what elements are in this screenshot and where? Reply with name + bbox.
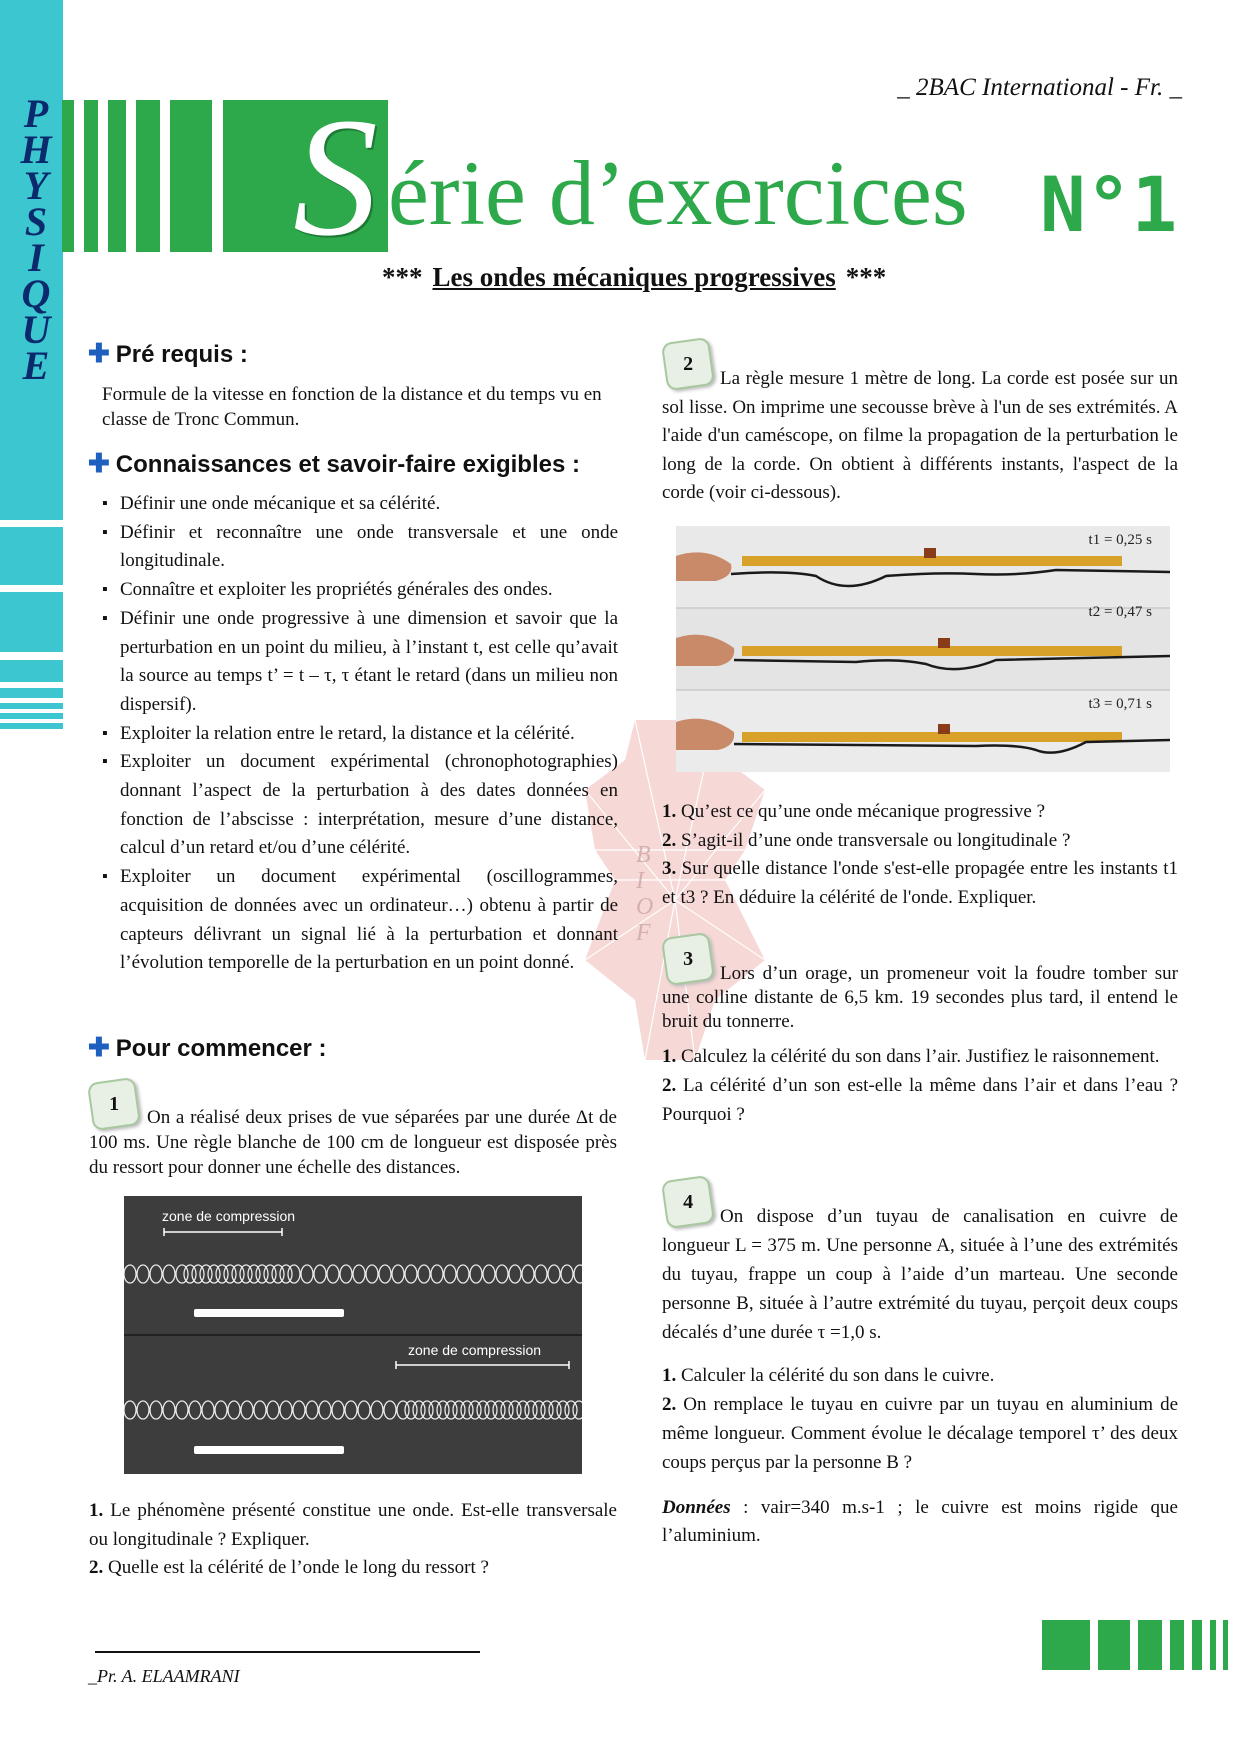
subject-vertical-label [16,91,56,388]
list-item: ▪ Définir et reconnaître une onde transversale et une onde longitudinale. [100,519,618,576]
ex1-statement: On a réalisé deux prises de vue séparées par une durée Δt de 100 ms. Une règle blanche de 100 cm de longueur est disposée près du ressort pour donner une échelle des distances. [89,1107,617,1178]
subtitle-text: Les ondes mécaniques progressives [432,262,836,292]
sidebar-strip [0,703,63,709]
sidebar-strip [0,592,63,652]
series-number: N°1 [1040,160,1178,249]
ex4-data [662,1494,1178,1550]
heading-text: Pré requis : [115,341,248,368]
question-item [662,1361,1178,1390]
question-text: Le phénomène présenté constitue une onde. Est-elle transversale ou longitudinale ? Expliquer. [89,1500,617,1550]
vertical-letter: U [21,307,51,352]
subtitle-stars: *** [382,262,423,292]
question-number: 2. [662,1075,677,1096]
header-stripe [84,100,98,252]
question-text: Sur quelle distance l'onde s'est-elle propagée entre les instants t1 et t3 ? En déduire la célérité de l'onde. Expliquer. [662,858,1179,908]
question-text: La célérité d’un son est-elle la même dans l’air et dans l’eau ? Pourquoi ? [662,1075,1179,1125]
watermark-letter: I [636,868,644,894]
question-item [662,1390,1178,1477]
heading-text: Pour commencer : [115,1035,327,1062]
list-item: ▪ Exploiter un document expérimental (chronophotographies) donnant l’aspect de la perturbation à des dates données en fonction de l’abscisse : interprétation, mesure d’une distance, calcul d’un retard et/ou d’une célérité. [100,748,618,863]
ex4-statement: On dispose d’un tuyau de canalisation en cuivre de longueur L = 375 m. Une personne A, située à l’une des extrémités du tuyau, frappe un coup à l’aide d’un marteau. Une seconde personne B, située à l’autre extrémité du tuyau, perçoit deux coups décalés d’une durée τ =1,0 s. [662,1206,1178,1343]
connaissances-list [100,490,618,978]
sidebar-strip [0,688,63,698]
question-item [89,1497,617,1554]
header-stripe [62,100,74,252]
spring-drawing [124,1196,582,1474]
vertical-letter: Y [23,163,49,208]
ex3-questions [662,1042,1178,1129]
question-number: 2. [662,829,677,851]
vertical-letter: E [22,343,50,388]
footer-stripe [1098,1620,1130,1670]
question-text: Qu’est ce qu’une onde mécanique progressive ? [681,801,1046,822]
section-heading-prerequis [88,338,248,369]
footer-stripe [1223,1620,1228,1670]
question-number: 1. [89,1500,104,1521]
footer-stripe [1042,1620,1090,1670]
question-number: 1. [662,1365,677,1386]
data-text: : vair=340 m.s-1 ; le cuivre est moins rigide que l’aluminium. [662,1497,1178,1546]
plus-icon: ✚ [88,338,110,368]
figure-label: t3 = 0,71 s [1088,696,1152,712]
sidebar-strip [0,713,63,719]
vertical-letter: P [23,91,49,136]
subtitle-stars: *** [845,262,887,292]
footer-stripe [1138,1620,1162,1670]
page-title: érie d’exercices [388,142,968,244]
ex3-statement: Lors d’un orage, un promeneur voit la foudre tomber sur une colline distante de 6,5 km. 19 secondes plus tard, il entend le bruit du tonnerre. [662,963,1178,1032]
plus-icon: ✚ [88,1032,110,1062]
sidebar-strip [0,723,63,729]
watermark-letter: F [636,920,651,946]
list-item: ▪ Connaître et exploiter les propriétés générales des ondes. [100,576,618,605]
question-item [662,827,1178,856]
sidebar-strip [0,527,63,585]
figure-label: zone de compression [162,1208,296,1224]
ex2-questions [662,798,1178,912]
badge-number: 1 [109,1092,119,1115]
ex4-questions [662,1361,1178,1477]
list-item: ▪ Exploiter la relation entre le retard, la distance et la célérité. [100,720,618,749]
list-item: ▪ Définir une onde mécanique et sa célérité. [100,490,618,519]
footer-stripe [1210,1620,1216,1670]
rope-figure [676,526,1170,772]
vertical-letter: H [20,127,52,172]
watermark-letter: B [636,842,651,868]
question-text: Calculez la célérité du son dans l’air. Justifiez le raisonnement. [681,1046,1160,1067]
question-item [662,798,1178,827]
section-heading-connaissances [88,448,580,479]
vertical-letter: S [24,199,48,244]
header-stripe [170,100,212,252]
list-item: ▪ Définir une onde progressive à une dimension et savoir que la perturbation en un point du milieu, à l’instant t, est celle qu’avait la source au temps t’ = t – τ, τ étant le retard (dans un milieu non dispersif). [100,605,618,720]
question-item [662,855,1178,912]
prerequis-text: Formule de la vitesse en fonction de la distance et du temps vu en classe de Tronc Commun. [102,384,602,430]
vertical-letter: Q [21,271,51,316]
question-text: Calculer la célérité du son dans le cuivre. [681,1365,995,1386]
question-text: S’agit-il d’une onde transversale ou longitudinale ? [681,829,1071,851]
plus-icon: ✚ [88,448,110,478]
question-text: On remplace le tuyau en cuivre par un tuyau en aluminium de même longueur. Comment évolue le décalage temporel τ’ des deux coups perçus par la personne B ? [662,1394,1178,1473]
spring-figure [124,1196,582,1474]
question-item [662,1071,1178,1129]
list-item: ▪ Exploiter un document expérimental (oscillogrammes, acquisition de données avec un ordinateur…) obtenu à partir de capteurs délivrant un signal lié à la perturbation et donnant l’évolution temporelle de la perturbation en un point donné. [100,863,618,978]
title-initial: S [293,83,378,271]
footer-stripe [1192,1620,1202,1670]
figure-label: t1 = 0,25 s [1088,532,1152,548]
vertical-letter: I [28,235,44,280]
ex1-questions [89,1497,617,1583]
badge-number: 3 [683,947,693,970]
footer-author: _Pr. A. ELAAMRANI [88,1666,240,1686]
header-stripe [108,100,126,252]
question-number: 2. [662,1394,677,1415]
question-item [662,1042,1178,1071]
sidebar-strip [0,660,63,682]
watermark-letters [636,842,653,946]
question-number: 1. [662,1046,677,1067]
data-label: Données [662,1497,731,1518]
section-heading-pour-commencer [88,1032,327,1063]
question-number: 2. [89,1557,104,1578]
question-item [89,1554,617,1583]
page-subtitle [382,262,886,293]
heading-text: Connaissances et savoir-faire exigibles : [115,451,580,478]
question-number: 1. [662,801,677,822]
figure-label: zone de compression [408,1342,542,1358]
footer-stripe [1170,1620,1184,1670]
badge-number: 4 [683,1190,693,1213]
figure-label: t2 = 0,47 s [1088,604,1152,620]
header-stripe [136,100,160,252]
question-number: 3. [662,858,677,879]
footer-rule [95,1651,480,1653]
level-tag: _ 2BAC International - Fr. _ [897,74,1182,101]
rope-drawing [676,526,1170,772]
badge-number: 2 [683,352,693,375]
question-text: Quelle est la célérité de l’onde le long du ressort ? [108,1557,489,1578]
watermark-letter: O [636,894,654,920]
ex2-statement: La règle mesure 1 mètre de long. La corde est posée sur un sol lisse. On imprime une secousse brève à l'un de ses extrémités. A l'aide d'un caméscope, on filme la propagation de la perturbation le long de la corde. On obtient à différents instants, l'aspect de la corde (voir ci-dessous). [662,368,1178,503]
